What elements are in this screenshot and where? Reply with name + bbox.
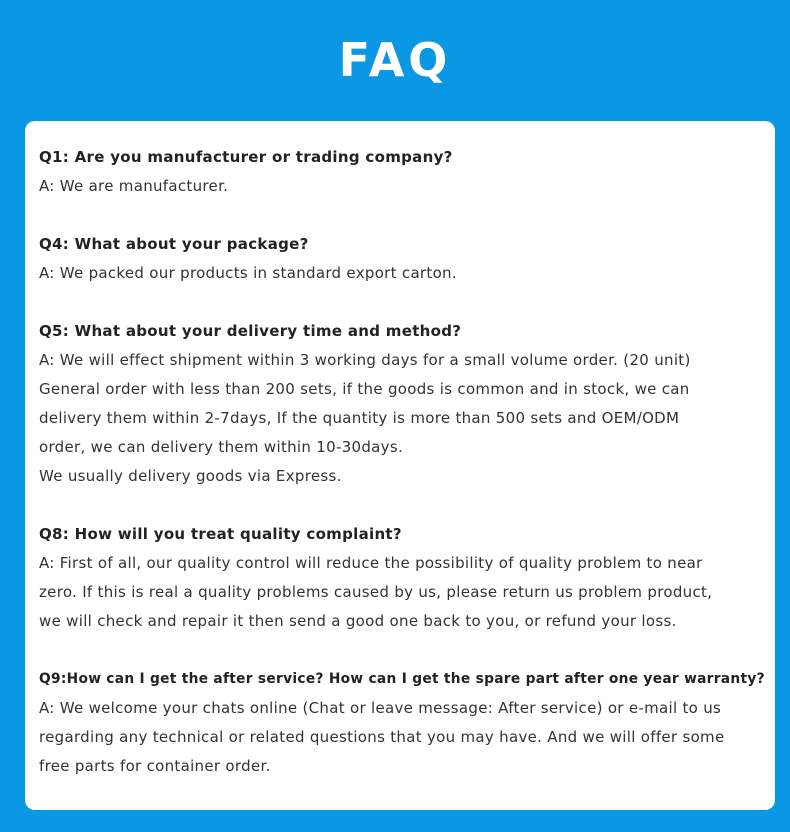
faq-answer-line: zero. If this is real a quality problems caused by us, please return us problem product, <box>39 583 713 601</box>
faq-question: Q5: What about your delivery time and method? <box>39 322 462 340</box>
faq-item-q8 <box>39 520 775 636</box>
faq-answer-line: free parts for container order. <box>39 757 271 775</box>
faq-answer-line: A: We will effect shipment within 3 working days for a small volume order. (20 unit) <box>39 351 691 369</box>
page-title: FAQ <box>338 33 452 87</box>
faq-answer-line: A: We are manufacturer. <box>39 177 229 195</box>
faq-question: Q8: How will you treat quality complaint? <box>39 525 402 543</box>
faq-question: Q4: What about your package? <box>39 235 309 253</box>
faq-answer-line: we will check and repair it then send a good one back to you, or refund your loss. <box>39 612 677 630</box>
faq-item-q9 <box>39 665 775 781</box>
faq-answer-line: General order with less than 200 sets, if the goods is common and in stock, we can <box>39 380 690 398</box>
faq-answer-line: regarding any technical or related questions that you may have. And we will offer some <box>39 728 725 746</box>
faq-question: Q1: Are you manufacturer or trading company? <box>39 148 453 166</box>
faq-item-q1 <box>39 143 775 201</box>
faq-answer-line: delivery them within 2-7days, If the quantity is more than 500 sets and OEM/ODM <box>39 409 680 427</box>
faq-item-q5 <box>39 317 775 491</box>
faq-answer-line: A: We welcome your chats online (Chat or leave message: After service) or e-mail to us <box>39 699 722 717</box>
faq-answer-line: A: First of all, our quality control will reduce the possibility of quality problem to near <box>39 554 703 572</box>
faq-item-q4 <box>39 230 775 288</box>
faq-answer-line: order, we can delivery them within 10-30days. <box>39 438 404 456</box>
faq-question: Q9:How can I get the after service? How can I get the spare part after one year warranty? <box>39 671 765 687</box>
faq-card <box>25 121 775 810</box>
faq-answer-line: We usually delivery goods via Express. <box>39 467 342 485</box>
faq-answer-line: A: We packed our products in standard export carton. <box>39 264 457 282</box>
